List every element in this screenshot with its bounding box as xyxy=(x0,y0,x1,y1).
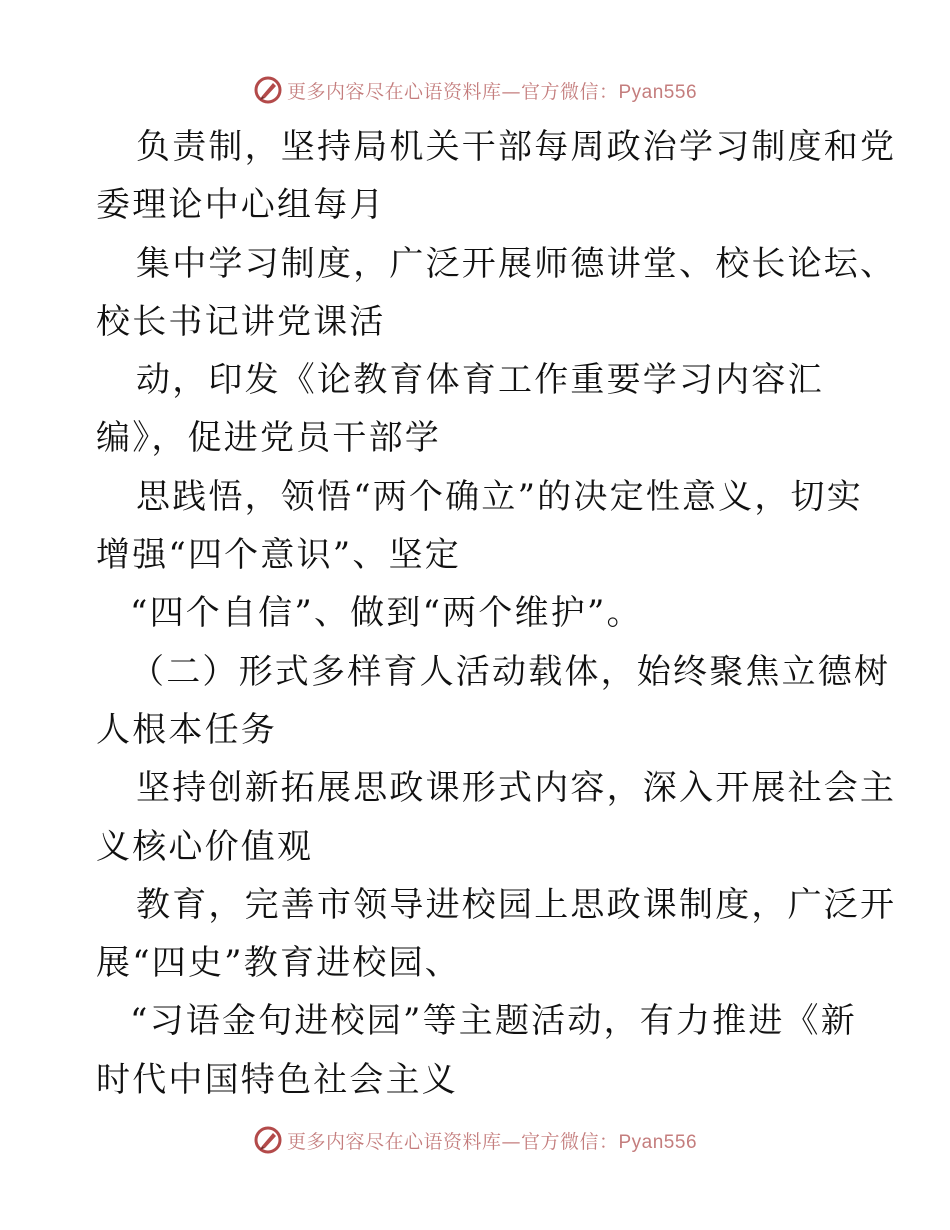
text-line: 坚持创新拓展思政课形式内容，深入开展社会主 xyxy=(136,768,897,809)
text-line: 教育，完善市领导进校园上思政课制度，广泛开 xyxy=(136,884,897,925)
footer-watermark-handle: Pyan556 xyxy=(618,1131,698,1153)
header-watermark-text: 更多内容尽在心语资料库—官方微信：Pyan556 xyxy=(286,80,698,103)
text-line: 时代中国特色社会主义 xyxy=(96,1059,458,1100)
text-line: 人根本任务 xyxy=(96,709,277,750)
header-watermark xyxy=(0,70,950,110)
text-line: 集中学习制度，广泛开展师德讲堂、校长论坛、 xyxy=(136,243,897,284)
section-heading: （二）形式多样育人活动载体，始终聚焦立德树 xyxy=(130,651,891,692)
footer-watermark xyxy=(0,1120,950,1160)
footer-watermark-text: 更多内容尽在心语资料库—官方微信：Pyan556 xyxy=(286,1130,698,1153)
pen-logo-icon xyxy=(253,1125,283,1155)
text-line: 编》，促进党员干部学 xyxy=(96,418,441,459)
text-line: “习语金句进校园”等主题活动，有力推进《新 xyxy=(130,1001,857,1042)
text-line: 动，印发《论教育体育工作重要学习内容汇 xyxy=(136,360,824,401)
text-line: 委理论中心组每月 xyxy=(96,185,386,226)
header-watermark-handle: Pyan556 xyxy=(618,81,698,103)
text-line: “四个自信”、做到“两个维护”。 xyxy=(130,593,643,634)
pen-logo-icon xyxy=(253,75,283,105)
text-line: 负责制，坚持局机关干部每周政治学习制度和党 xyxy=(136,127,897,167)
text-line: 校长书记讲党课活 xyxy=(96,301,386,342)
text-line: 思践悟，领悟“两个确立”的决定性意义，切实 xyxy=(136,476,863,517)
text-line: 增强“四个意识”、坚定 xyxy=(96,535,461,576)
text-line: 义核心价值观 xyxy=(96,826,314,867)
text-line: 展“四史”教育进校园、 xyxy=(96,943,461,984)
document-body xyxy=(96,118,897,1109)
